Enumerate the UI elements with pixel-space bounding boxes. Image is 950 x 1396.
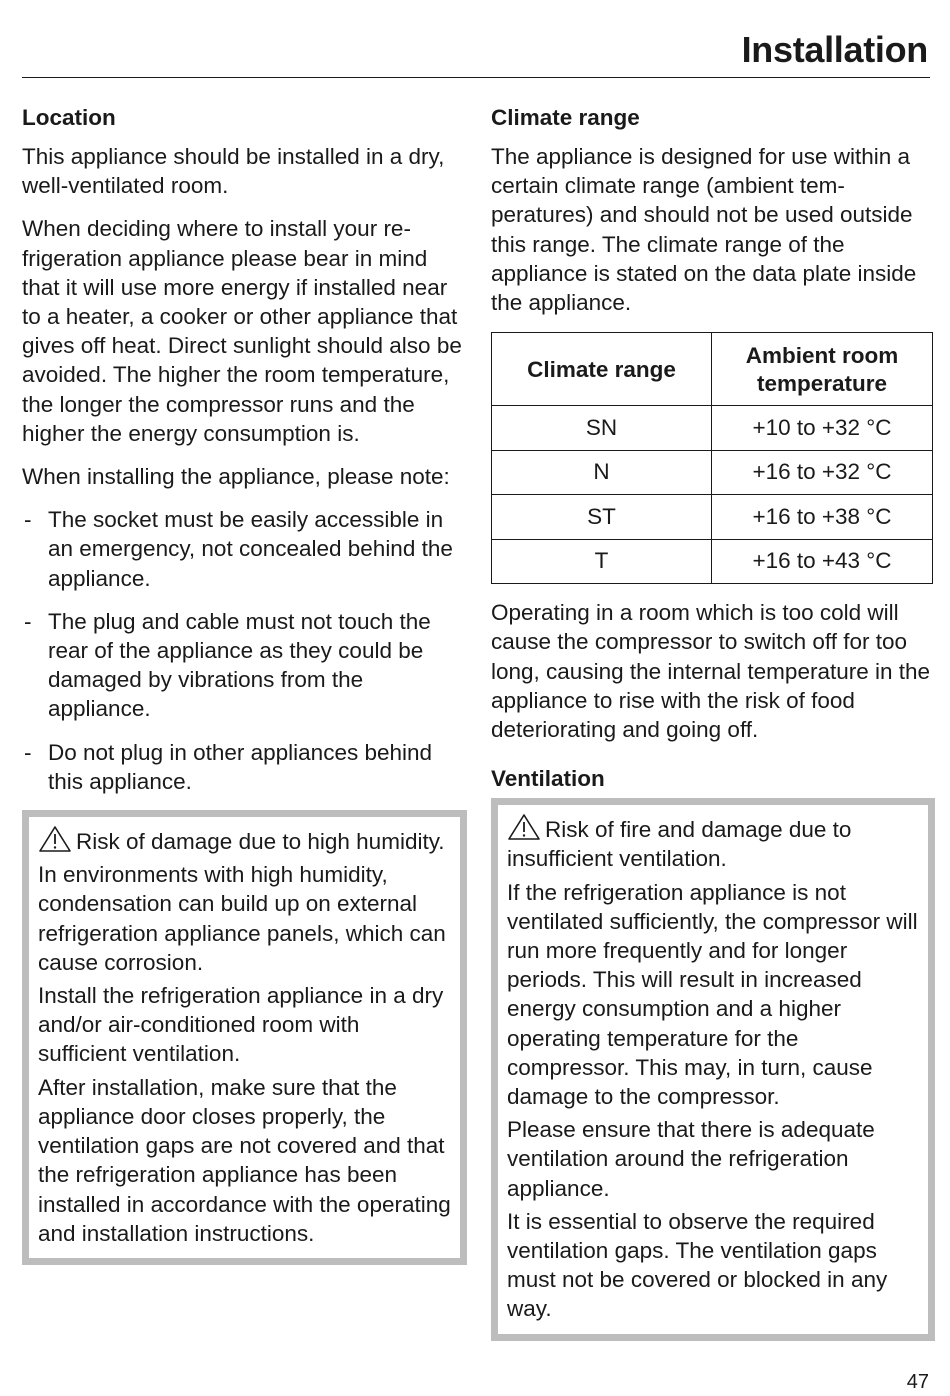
warning-paragraph-3: It is essential to observe the required ventilation gaps. The ventilation gaps must not be covered or blocked in any way. (507, 1208, 888, 1322)
warning-triangle-icon (38, 825, 72, 853)
location-paragraph-2: When deciding where to install your refrigeration appliance please bear in mind that it will use more energy if installed near to a heater, a cooker or other appliance that gives off heat. Direct sunlight should also be avoided. The higher the room temperature, the longer the compressor runs and the higher the energy consumption is. (22, 216, 462, 446)
warning-title-text: Risk of damage due to high humidity. (76, 829, 445, 855)
table-row (492, 495, 933, 540)
ventilation-warning-box (491, 798, 935, 1340)
warning-triangle-icon (507, 813, 541, 841)
location-paragraph-1: This appliance should be installed in a dry, well-ventilated room. (22, 144, 445, 199)
page-number: 47 (906, 1371, 929, 1393)
table-cell-temperature: +10 to +32 °C (712, 406, 933, 451)
warning-paragraph-3: After installation, make sure that the appliance door closes properly, the ventilation gaps are not covered and that the refrigeration appliance has been installed in accordance with the operating and installation instructions. (38, 1074, 451, 1246)
list-item-text: The socket must be easily accessible in an emergency, not concealed behind the appliance. (48, 507, 453, 591)
location-heading: Location (22, 105, 116, 130)
table-cell-temperature: +16 to +32 °C (712, 450, 933, 495)
climate-paragraph-1: The appliance is designed for use within a certain climate range (ambient temperatures) and should not be used outside this range. The climate range of the appliance is stated on the data plate inside the appliance. (491, 144, 917, 316)
installation-notes-list (22, 505, 467, 796)
list-item (22, 607, 467, 724)
climate-range-heading: Climate range (491, 105, 640, 130)
warning-paragraph-2: Install the refrigeration appliance in a dry and/or air-conditioned room with sufficient ventilation. (38, 983, 444, 1067)
list-item (22, 505, 467, 593)
list-item-text: The plug and cable must not touch the rear of the appliance as they could be damaged by vibrations from the appliance. (48, 608, 431, 722)
warning-title (507, 813, 919, 873)
table-header-row (492, 333, 933, 406)
list-dash: - (24, 507, 32, 533)
list-item-text: Do not plug in other appliances behind this appliance. (48, 739, 433, 794)
warning-title (38, 825, 451, 856)
left-column (22, 103, 467, 1265)
climate-range-table (491, 332, 933, 584)
list-dash: - (24, 608, 32, 634)
table-cell-temperature: +16 to +43 °C (712, 539, 933, 584)
warning-title-text: Risk of fire and damage due to insufficient ventilation. (507, 817, 852, 872)
right-column (491, 103, 935, 1341)
humidity-warning-box (22, 810, 467, 1265)
table-cell-temperature: +16 to +38 °C (712, 495, 933, 540)
table-header-climate-range: Climate range (492, 333, 712, 406)
table-cell-class: T (492, 539, 712, 584)
table-row (492, 539, 933, 584)
warning-paragraph-2: Please ensure that there is adequate ventilation around the refrigeration appliance. (507, 1117, 875, 1201)
list-item (22, 738, 467, 796)
warning-paragraph-1: If the refrigeration appliance is not ventilated sufficiently, the compressor will run more frequently and for longer periods. This will result in increased energy consumption and a higher operating temperature for the compressor. This may, in turn, cause damage to the compressor. (507, 879, 918, 1110)
table-cell-class: ST (492, 495, 712, 540)
table-row (492, 450, 933, 495)
table-cell-class: N (492, 450, 712, 495)
table-row (492, 406, 933, 451)
table-header-ambient-temperature: Ambient room temperature (712, 333, 933, 406)
ventilation-heading: Ventilation (491, 766, 605, 792)
table-cell-class: SN (492, 406, 712, 451)
warning-paragraph-1: In environments with high humidity, condensation can build up on external refrigeration appliance panels, which can cause corrosion. (38, 862, 446, 975)
climate-paragraph-2: Operating in a room which is too cold will cause the compressor to switch off for too long, causing the internal temperature in the appliance to rise with the risk of food deteriorating and going off. (491, 600, 931, 743)
list-dash: - (24, 739, 32, 765)
header-divider (22, 77, 930, 78)
page-title: Installation (741, 29, 928, 70)
location-paragraph-3: When installing the appliance, please note: (22, 464, 450, 490)
